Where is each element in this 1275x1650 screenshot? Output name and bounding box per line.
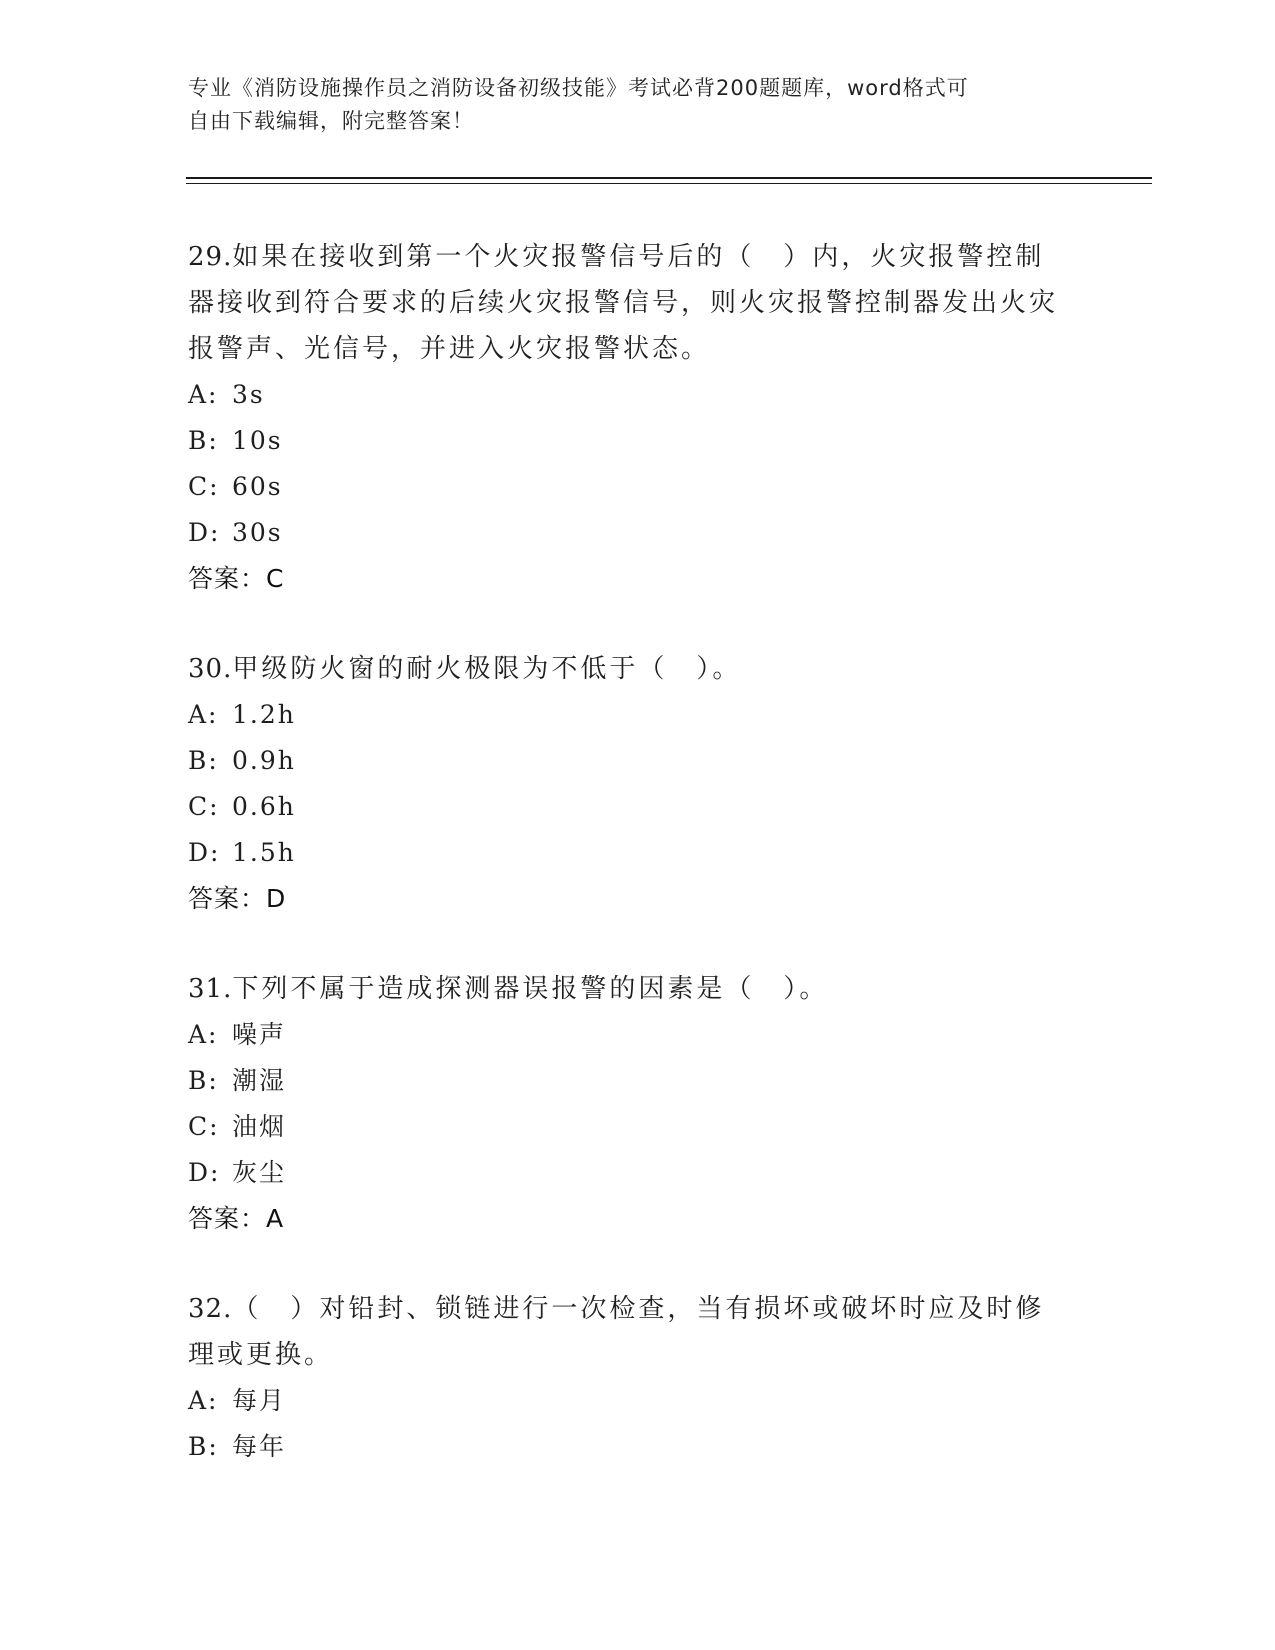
option-label: B: bbox=[188, 426, 219, 455]
option-label: A: bbox=[188, 380, 219, 409]
option-label: C: bbox=[188, 1112, 220, 1141]
question-29 bbox=[188, 234, 1088, 602]
question-text: 甲级防火窗的耐火极限为不低于（ ）。 bbox=[232, 654, 742, 684]
option-label: D: bbox=[188, 1158, 221, 1187]
option-b bbox=[188, 1424, 1088, 1470]
header-line-2: 自由下载编辑，附完整答案！ bbox=[188, 109, 474, 133]
option-a bbox=[188, 692, 1088, 738]
header-divider-thick bbox=[186, 177, 1152, 179]
option-text: 60s bbox=[232, 472, 283, 501]
option-label: D: bbox=[188, 518, 221, 547]
question-32 bbox=[188, 1286, 1088, 1470]
question-stem bbox=[188, 646, 1068, 692]
question-stem bbox=[188, 1286, 1068, 1378]
option-b bbox=[188, 738, 1088, 784]
option-c bbox=[188, 1104, 1088, 1150]
header-divider-thin bbox=[186, 183, 1152, 184]
option-label: A: bbox=[188, 1020, 219, 1049]
option-c bbox=[188, 784, 1088, 830]
question-stem bbox=[188, 234, 1068, 372]
option-label: B: bbox=[188, 1432, 219, 1461]
option-text: 1.2h bbox=[232, 700, 296, 729]
question-text: 如果在接收到第一个火灾报警信号后的（ ）内，火灾报警控制器接收到符合要求的后续火灾报警信号，则火灾报警控制器发出火灾报警声、光信号，并进入火灾报警状态。 bbox=[188, 242, 1059, 364]
question-list bbox=[188, 234, 1088, 1514]
option-text: 噪声 bbox=[232, 1020, 287, 1049]
option-text: 潮湿 bbox=[232, 1066, 287, 1095]
option-text: 每月 bbox=[232, 1386, 287, 1415]
option-text: 每年 bbox=[232, 1432, 287, 1461]
option-label: A: bbox=[188, 1386, 219, 1415]
option-c bbox=[188, 464, 1088, 510]
question-stem bbox=[188, 966, 1068, 1012]
option-label: D: bbox=[188, 838, 221, 867]
option-label: A: bbox=[188, 700, 219, 729]
option-label: B: bbox=[188, 1066, 219, 1095]
option-text: 30s bbox=[232, 518, 283, 547]
document-header bbox=[188, 72, 1088, 138]
question-text: （ ）对铅封、锁链进行一次检查，当有损坏或破坏时应及时修理或更换。 bbox=[188, 1294, 1045, 1370]
option-b bbox=[188, 418, 1088, 464]
option-text: 3s bbox=[232, 380, 265, 409]
question-number: 31. bbox=[188, 974, 233, 1004]
option-a bbox=[188, 372, 1088, 418]
answer-line: 答案：A bbox=[188, 1204, 285, 1233]
question-number: 32. bbox=[188, 1294, 233, 1324]
option-b bbox=[188, 1058, 1088, 1104]
option-label: C: bbox=[188, 472, 220, 501]
option-text: 油烟 bbox=[232, 1112, 287, 1141]
question-text: 下列不属于造成探测器误报警的因素是（ ）。 bbox=[232, 974, 829, 1004]
answer-line: 答案：C bbox=[188, 564, 285, 593]
option-d bbox=[188, 510, 1088, 556]
option-text: 0.9h bbox=[232, 746, 296, 775]
option-a bbox=[188, 1012, 1088, 1058]
option-label: B: bbox=[188, 746, 219, 775]
option-text: 0.6h bbox=[232, 792, 296, 821]
option-text: 10s bbox=[232, 426, 283, 455]
question-30 bbox=[188, 646, 1088, 922]
question-31 bbox=[188, 966, 1088, 1242]
option-d bbox=[188, 830, 1088, 876]
option-label: C: bbox=[188, 792, 220, 821]
option-a bbox=[188, 1378, 1088, 1424]
header-line-1: 专业《消防设施操作员之消防设备初级技能》考试必背200题题库，word格式可 bbox=[188, 76, 969, 100]
option-text: 灰尘 bbox=[232, 1158, 287, 1187]
option-text: 1.5h bbox=[232, 838, 296, 867]
question-number: 30. bbox=[188, 654, 233, 684]
answer-line: 答案：D bbox=[188, 884, 287, 913]
question-number: 29. bbox=[188, 242, 233, 272]
option-d bbox=[188, 1150, 1088, 1196]
